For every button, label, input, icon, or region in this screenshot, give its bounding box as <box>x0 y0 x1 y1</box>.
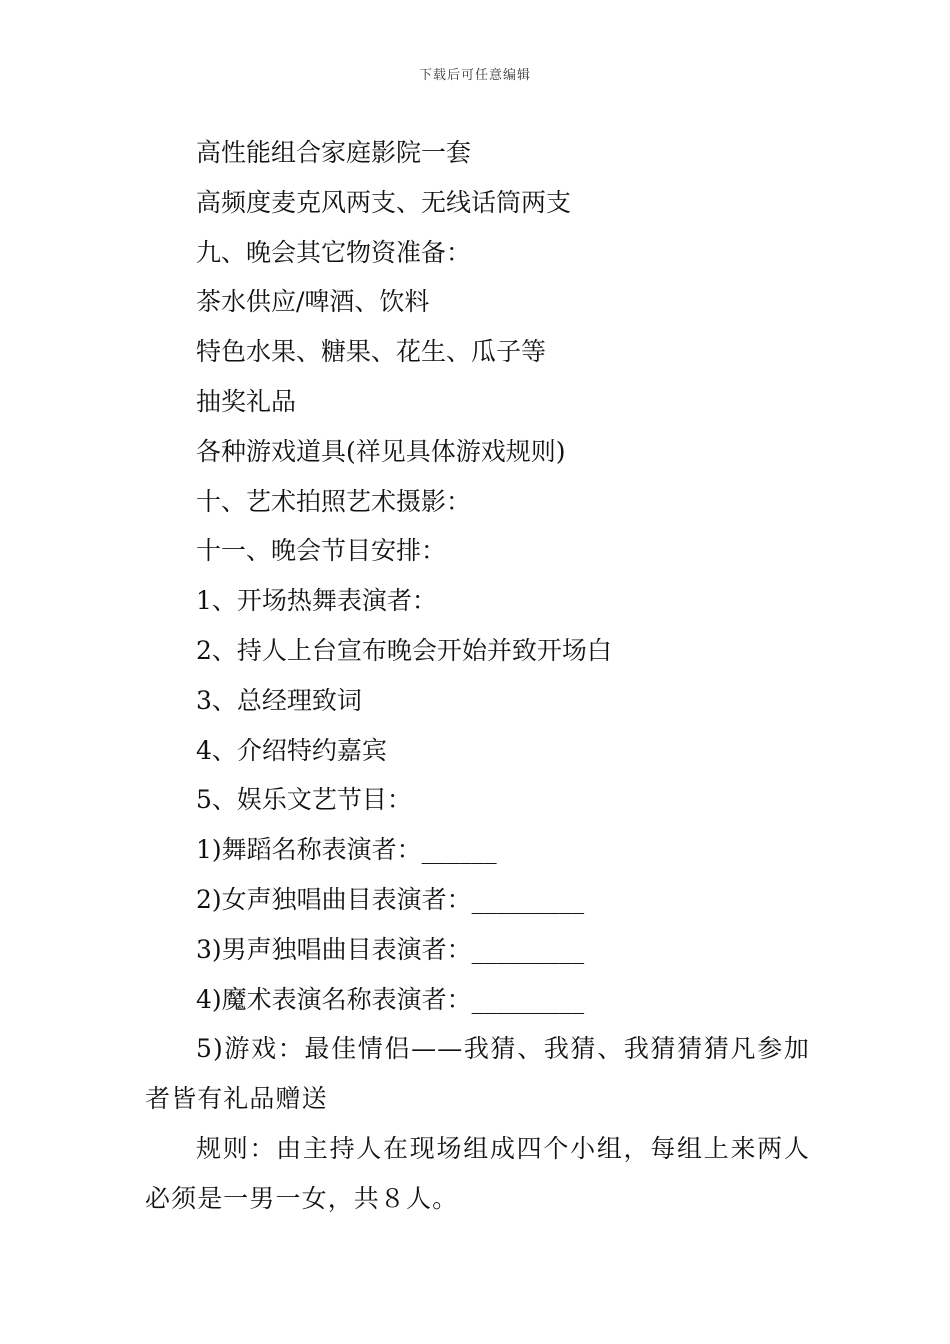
text-line: 茶水供应/啤酒、饮料 <box>196 287 430 317</box>
game-paragraph: 5)游戏：最佳情侣——我猜、我猜、我猜猜猜凡参加者皆有礼品赠送 <box>145 1034 810 1114</box>
text-line: 高频度麦克风两支、无线话筒两支 <box>196 187 572 217</box>
program-item: 5、娱乐文艺节目： <box>196 785 412 815</box>
document-body <box>145 128 810 1224</box>
page-header: 下载后可任意编辑 <box>418 68 531 83</box>
text-line: 各种游戏道具(祥见具体游戏规则) <box>196 436 566 466</box>
section-heading: 十、艺术拍照艺术摄影： <box>196 486 472 516</box>
performance-item: 3)男声独唱曲目表演者：_________ <box>196 934 585 964</box>
performance-item: 1)舞蹈名称表演者：______ <box>196 835 497 865</box>
text-line: 抽奖礼品 <box>196 386 297 416</box>
program-item: 2、持人上台宣布晚会开始并致开场白 <box>196 635 612 665</box>
text-line: 特色水果、糖果、花生、瓜子等 <box>196 337 547 367</box>
text-line: 高性能组合家庭影院一套 <box>196 138 472 167</box>
performance-item: 4)魔术表演名称表演者：_________ <box>196 984 585 1014</box>
rules-paragraph: 规则：由主持人在现场组成四个小组，每组上来两人必须是一男一女，共８人。 <box>145 1133 810 1213</box>
performance-item: 2)女声独唱曲目表演者：_________ <box>196 884 585 914</box>
section-heading: 九、晚会其它物资准备： <box>196 237 472 267</box>
program-item: 4、介绍特约嘉宾 <box>196 735 387 765</box>
program-item: 3、总经理致词 <box>196 685 362 715</box>
section-heading: 十一、晚会节目安排： <box>196 536 447 566</box>
program-item: 1、开场热舞表演者： <box>196 586 437 616</box>
